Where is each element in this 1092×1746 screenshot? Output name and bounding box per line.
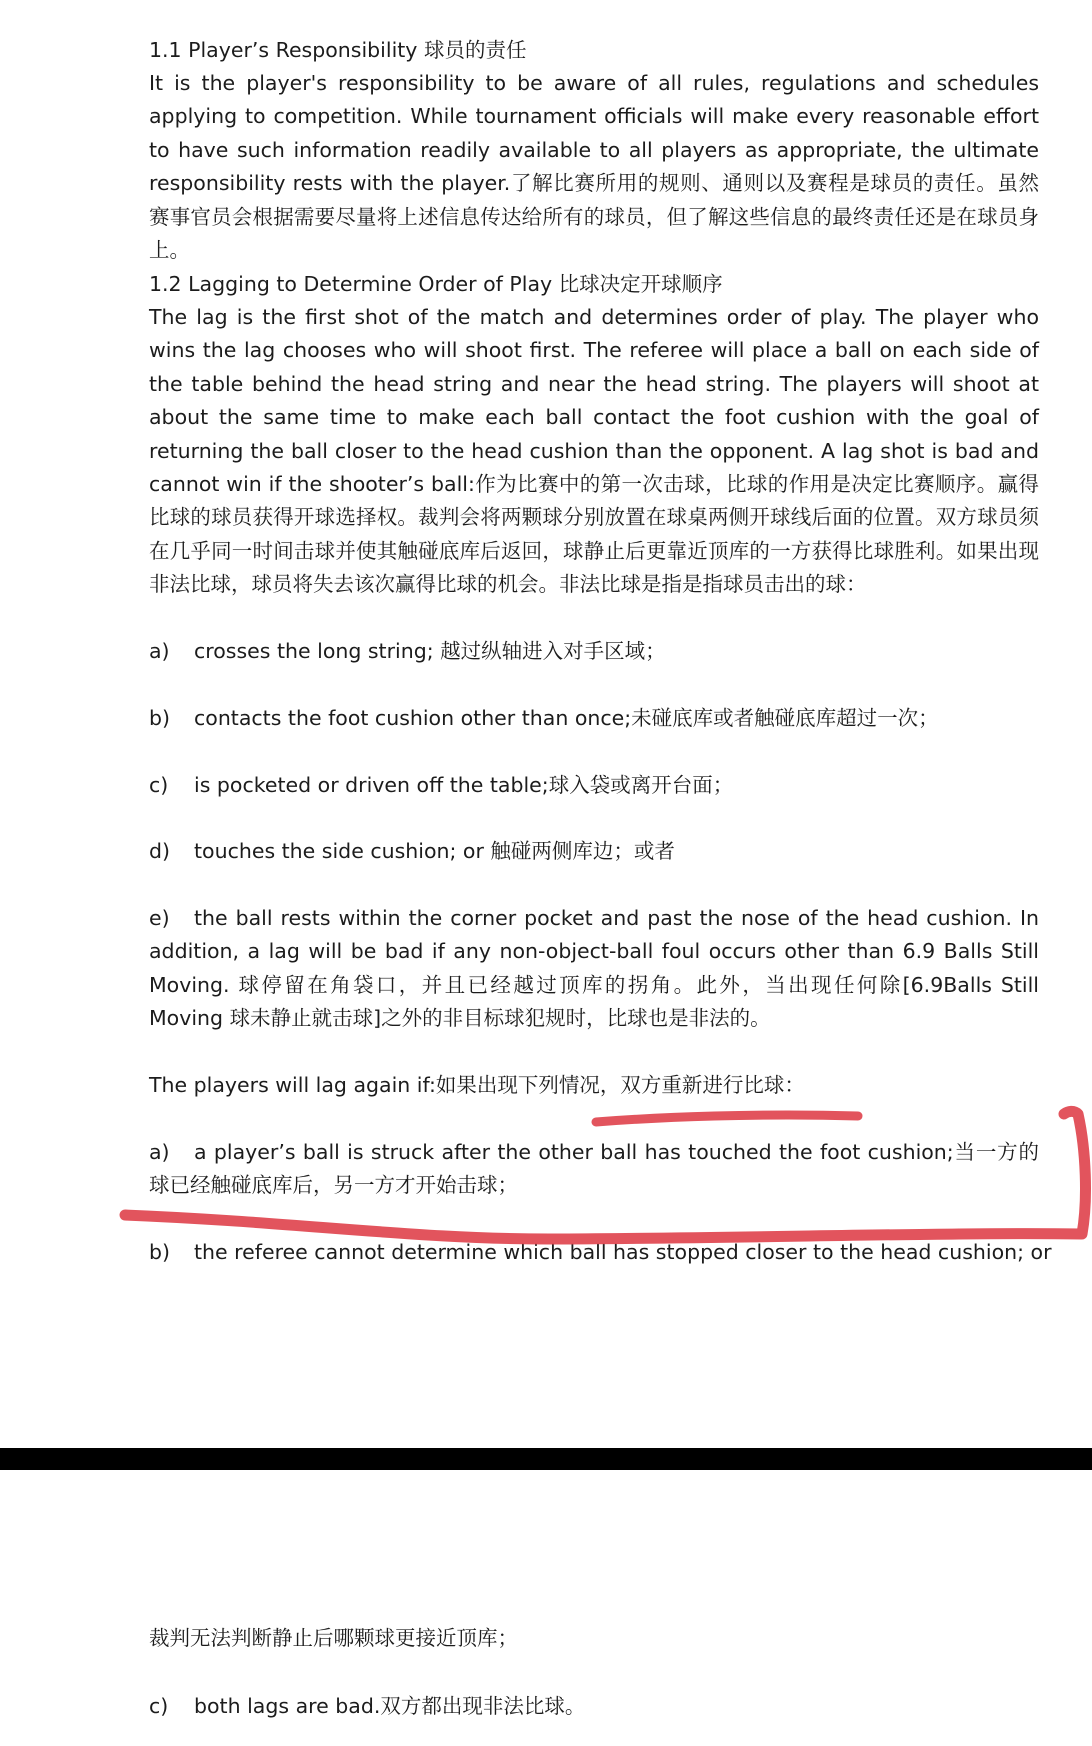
- item-text: the referee cannot determine which ball has stopped closer to the head cushion; or: [194, 1240, 1052, 1264]
- item-label: b): [149, 1240, 171, 1264]
- item-label: d): [149, 839, 171, 863]
- bad-lag-item-c: [149, 769, 1039, 802]
- item-text: crosses the long string; 越过纵轴进入对手区域；: [194, 639, 666, 663]
- item-label: a): [149, 639, 170, 663]
- bad-lag-item-b: [149, 702, 1039, 735]
- item-label: c): [149, 1694, 169, 1718]
- underline-stroke: [596, 1115, 858, 1122]
- lag-again-item-b: [149, 1236, 1052, 1269]
- lag-again-item-c: [149, 1690, 1039, 1723]
- separator-bar: [0, 1448, 1092, 1470]
- item-text: contacts the foot cushion other than once;未碰底库或者触碰底库超过一次；: [194, 706, 939, 730]
- lag-again-intro: The players will lag again if:如果出现下列情况，双方重新进行比球：: [149, 1073, 805, 1097]
- item-label: a): [149, 1140, 170, 1164]
- item-text: the ball rests within the corner pocket and past the nose of the head cushion. In addition, a lag will be bad if any non-object-ball foul occurs other than 6.9 Balls Still Moving. 球停留在角袋口，并且已经越过顶库的拐角。此外，当出现任何除[6.9Balls Still Moving 球未静止就击球]之外的非目标球犯规时，比球也是非法的。: [149, 906, 1039, 1031]
- bad-lag-item-e: [149, 902, 1039, 1036]
- item-text: both lags are bad.双方都出现非法比球。: [194, 1694, 586, 1718]
- lag-again-item-b-chinese: 裁判无法判断静止后哪颗球更接近顶库；: [149, 1626, 518, 1650]
- item-label: b): [149, 706, 171, 730]
- section-1-2-body: The lag is the first shot of the match and determines order of play. The player who wins the lag chooses who will shoot first. The referee will place a ball on each side of the table behind the head string and near the head string. The players will shoot at about the same time to make each ball contact the foot cushion with the goal of returning the ball closer to the head cushion than the opponent. A lag shot is bad and cannot win if the shooter’s ball:作为比赛中的第一次击球，比球的作用是决定比赛顺序。赢得比球的球员获得开球选择权。裁判会将两颗球分别放置在球桌两侧开球线后面的位置。双方球员须在几乎同一时间击球并使其触碰底库后返回，球静止后更靠近顶库的一方获得比球胜利。如果出现非法比球，球员将失去该次赢得比球的机会。非法比球是指是指球员击出的球：: [149, 305, 1039, 597]
- lag-again-item-a: [149, 1136, 1039, 1203]
- section-1-1-body: It is the player's responsibility to be aware of all rules, regulations and schedules applying to competition. While tournament officials will make every reasonable effort to have such information readily available to all players as appropriate, the ultimate responsibility rests with the player.了解比赛所用的规则、通则以及赛程是球员的责任。虽然赛事官员会根据需要尽量将上述信息传达给所有的球员，但了解这些信息的最终责任还是在球员身上。: [149, 71, 1039, 263]
- item-label: c): [149, 773, 169, 797]
- item-text: a player’s ball is struck after the other ball has touched the foot cushion;当一方的球已经触碰底库后，另一方才开始击球；: [149, 1140, 1039, 1198]
- section-1-1-heading: 1.1 Player’s Responsibility 球员的责任: [149, 38, 527, 62]
- item-label: e): [149, 906, 170, 930]
- item-text: touches the side cushion; or 触碰两侧库边；或者: [194, 839, 675, 863]
- item-text: is pocketed or driven off the table;球入袋或离开台面；: [194, 773, 734, 797]
- bad-lag-item-a: [149, 635, 1039, 668]
- section-1-2-heading: 1.2 Lagging to Determine Order of Play 比球决定开球顺序: [149, 272, 723, 296]
- bad-lag-item-d: [149, 835, 1039, 868]
